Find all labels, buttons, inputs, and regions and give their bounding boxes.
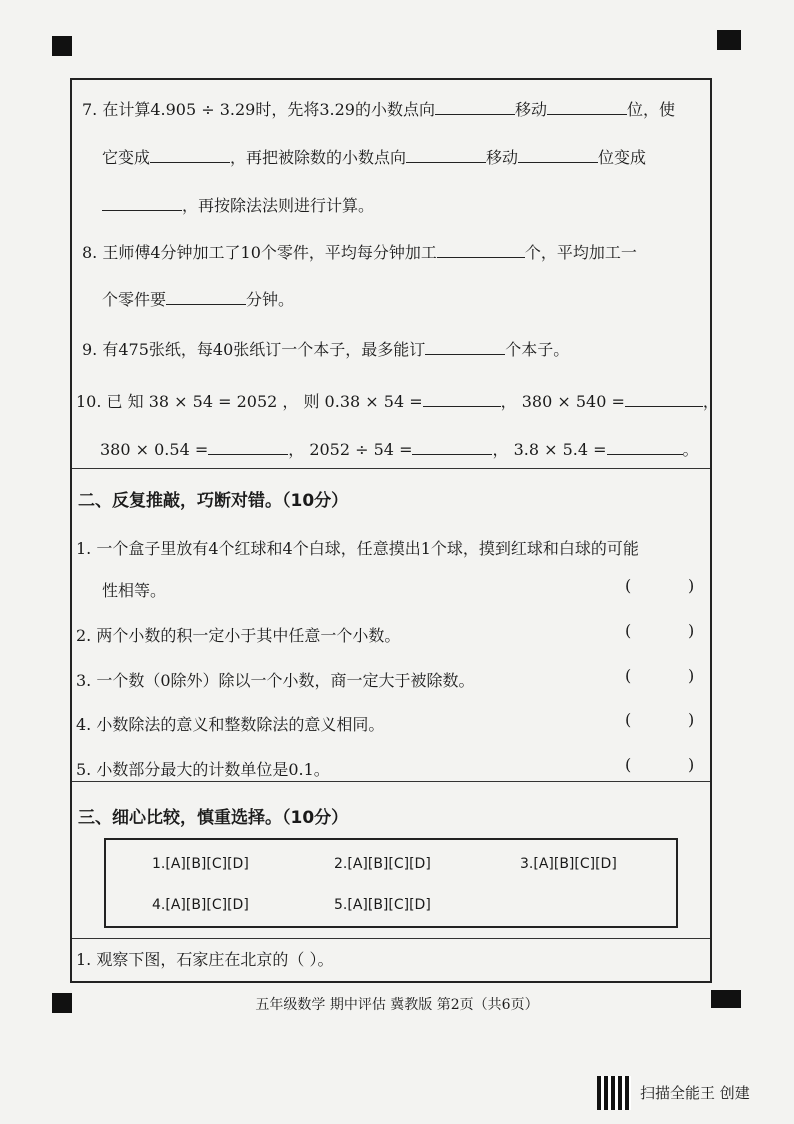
answer-paren-close: ): [688, 710, 695, 729]
answer-blank[interactable]: [518, 148, 598, 163]
answer-choice-1[interactable]: 1.[A][B][C][D]: [152, 856, 249, 872]
answer-blank[interactable]: [150, 148, 230, 163]
answer-card-box: [104, 838, 678, 928]
answer-blank[interactable]: [625, 392, 703, 407]
answer-blank[interactable]: [437, 243, 525, 258]
q8-line2: 个零件要 分钟。: [102, 290, 295, 309]
q8-line1: 8. 王师傅4分钟加工了10个零件，平均每分钟加工 个，平均加工一: [82, 243, 637, 262]
answer-blank[interactable]: [607, 440, 683, 455]
answer-blank[interactable]: [423, 392, 501, 407]
answer-paren-close: ): [688, 666, 695, 685]
section3-title: 三、细心比较，慎重选择。（10分）: [78, 808, 349, 828]
answer-paren-close: ): [688, 576, 695, 595]
q10-line2: 380 × 0.54 = ， 2052 ÷ 54 = ， 3.8 × 5.4 = 。: [100, 440, 699, 459]
answer-choice-5[interactable]: 5.[A][B][C][D]: [334, 897, 431, 913]
tf-item-3: 3. 一个数（0除外）除以一个小数，商一定大于被除数。: [76, 671, 475, 690]
answer-blank[interactable]: [547, 100, 627, 115]
answer-paren-open[interactable]: (: [625, 621, 632, 640]
registration-mark-top-right: [717, 30, 741, 50]
tf-item-4: 4. 小数除法的意义和整数除法的意义相同。: [76, 715, 385, 734]
answer-blank[interactable]: [166, 290, 246, 305]
answer-choice-3[interactable]: 3.[A][B][C][D]: [520, 856, 617, 872]
answer-blank[interactable]: [208, 440, 288, 455]
registration-mark-top-left: [52, 36, 72, 56]
tf-item-5: 5. 小数部分最大的计数单位是0.1。: [76, 760, 330, 779]
answer-paren-open[interactable]: (: [625, 710, 632, 729]
answer-blank[interactable]: [102, 196, 182, 211]
answer-paren-open[interactable]: (: [625, 666, 632, 685]
q7-line3: ，再按除法法则进行计算。: [102, 193, 374, 216]
q7-line2: 它变成 ，再把被除数的小数点向 移动 位变成: [102, 148, 647, 167]
scanner-watermark: 扫描全能王 创建: [640, 1084, 750, 1102]
divider-q1: [72, 938, 710, 939]
mc-question-1: 1. 观察下图，石家庄在北京的（ ）。: [76, 950, 334, 969]
answer-blank[interactable]: [425, 340, 505, 355]
answer-paren-open[interactable]: (: [625, 755, 632, 774]
tf-item-1-cont: 性相等。: [102, 581, 167, 600]
answer-choice-4[interactable]: 4.[A][B][C][D]: [152, 897, 249, 913]
answer-paren-close: ): [688, 621, 695, 640]
tf-item-2: 2. 两个小数的积一定小于其中任意一个小数。: [76, 626, 401, 645]
answer-choice-2[interactable]: 2.[A][B][C][D]: [334, 856, 431, 872]
answer-blank[interactable]: [435, 100, 515, 115]
qr-code-icon: [597, 1076, 631, 1110]
answer-blank[interactable]: [406, 148, 486, 163]
divider-section3: [72, 781, 710, 782]
section2-title: 二、反复推敲，巧断对错。（10分）: [78, 491, 349, 511]
q10-line1: 10. 已 知 38 × 54 = 2052 ， 则 0.38 × 54 = ， 380 × 540 = ，: [76, 392, 719, 411]
answer-paren-open[interactable]: (: [625, 576, 632, 595]
answer-blank[interactable]: [412, 440, 492, 455]
answer-paren-close: ): [688, 755, 695, 774]
tf-item-1: 1. 一个盒子里放有4个红球和4个白球，任意摸出1个球，摸到红球和白球的可能: [76, 539, 639, 558]
page-footer: 五年级数学 期中评估 冀教版 第2页（共6页）: [255, 997, 539, 1013]
divider-section2: [72, 468, 710, 469]
q7-line1: 7. 在计算4.905 ÷ 3.29时，先将3.29的小数点向 移动 位，使: [82, 100, 676, 119]
q9-line1: 9. 有475张纸，每40张纸订一个本子，最多能订 个本子。: [82, 340, 570, 359]
